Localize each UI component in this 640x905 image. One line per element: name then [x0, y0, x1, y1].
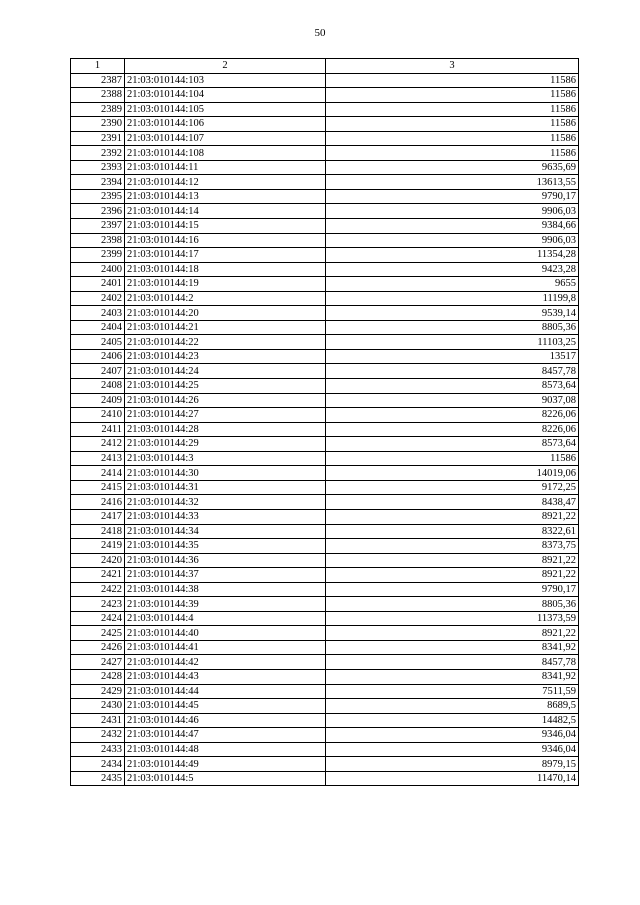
cadastral-number-cell: 21:03:010144:34	[125, 524, 326, 539]
row-number-cell: 2432	[71, 728, 125, 743]
table-row	[71, 757, 579, 772]
cadastral-number-cell: 21:03:010144:44	[125, 684, 326, 699]
row-number-cell: 2426	[71, 640, 125, 655]
table-row	[71, 219, 579, 234]
table-row	[71, 451, 579, 466]
table-row	[71, 160, 579, 175]
table-row	[71, 728, 579, 743]
cadastral-number-cell: 21:03:010144:45	[125, 699, 326, 714]
table-row	[71, 466, 579, 481]
row-number-cell: 2393	[71, 160, 125, 175]
cadastral-number-cell: 21:03:010144:105	[125, 102, 326, 117]
cadastral-number-cell: 21:03:010144:104	[125, 88, 326, 103]
value-cell: 8921,22	[326, 509, 579, 524]
row-number-cell: 2396	[71, 204, 125, 219]
table-row	[71, 320, 579, 335]
value-cell: 9172,25	[326, 480, 579, 495]
table-row	[71, 393, 579, 408]
value-cell: 8979,15	[326, 757, 579, 772]
cadastral-number-cell: 21:03:010144:42	[125, 655, 326, 670]
row-number-cell: 2409	[71, 393, 125, 408]
row-number-cell: 2388	[71, 88, 125, 103]
value-cell: 8921,22	[326, 626, 579, 641]
cadastral-number-cell: 21:03:010144:33	[125, 509, 326, 524]
cadastral-number-cell: 21:03:010144:49	[125, 757, 326, 772]
table-row	[71, 102, 579, 117]
cadastral-number-cell: 21:03:010144:38	[125, 582, 326, 597]
table-row	[71, 277, 579, 292]
row-number-cell: 2402	[71, 291, 125, 306]
row-number-cell: 2392	[71, 146, 125, 161]
table-row	[71, 422, 579, 437]
table-row	[71, 582, 579, 597]
row-number-cell: 2415	[71, 480, 125, 495]
row-number-cell: 2407	[71, 364, 125, 379]
table-row	[71, 597, 579, 612]
table-row	[71, 117, 579, 132]
cadastral-number-cell: 21:03:010144:5	[125, 771, 326, 786]
data-table	[70, 58, 579, 786]
cadastral-number-cell: 21:03:010144:14	[125, 204, 326, 219]
table-row	[71, 364, 579, 379]
cadastral-number-cell: 21:03:010144:43	[125, 669, 326, 684]
table-row	[71, 233, 579, 248]
cadastral-number-cell: 21:03:010144:37	[125, 568, 326, 583]
value-cell: 8341,92	[326, 640, 579, 655]
cadastral-number-cell: 21:03:010144:11	[125, 160, 326, 175]
value-cell: 8226,06	[326, 422, 579, 437]
row-number-cell: 2416	[71, 495, 125, 510]
cadastral-number-cell: 21:03:010144:21	[125, 320, 326, 335]
value-cell: 11586	[326, 117, 579, 132]
table-row	[71, 379, 579, 394]
row-number-cell: 2420	[71, 553, 125, 568]
row-number-cell: 2405	[71, 335, 125, 350]
table-row	[71, 262, 579, 277]
value-cell: 8373,75	[326, 539, 579, 554]
value-cell: 14019,06	[326, 466, 579, 481]
row-number-cell: 2389	[71, 102, 125, 117]
table-row	[71, 291, 579, 306]
row-number-cell: 2399	[71, 248, 125, 263]
value-cell: 13517	[326, 349, 579, 364]
value-cell: 11103,25	[326, 335, 579, 350]
value-cell: 11373,59	[326, 611, 579, 626]
row-number-cell: 2430	[71, 699, 125, 714]
cadastral-number-cell: 21:03:010144:27	[125, 408, 326, 423]
cadastral-number-cell: 21:03:010144:40	[125, 626, 326, 641]
row-number-cell: 2398	[71, 233, 125, 248]
value-cell: 9906,03	[326, 204, 579, 219]
table-row	[71, 73, 579, 88]
row-number-cell: 2427	[71, 655, 125, 670]
table-row	[71, 742, 579, 757]
table-row	[71, 131, 579, 146]
value-cell: 9037,08	[326, 393, 579, 408]
table-header-row	[71, 59, 579, 74]
table-row	[71, 626, 579, 641]
value-cell: 9790,17	[326, 189, 579, 204]
value-cell: 8438,47	[326, 495, 579, 510]
table-row	[71, 408, 579, 423]
row-number-cell: 2417	[71, 509, 125, 524]
table-row	[71, 568, 579, 583]
cadastral-number-cell: 21:03:010144:106	[125, 117, 326, 132]
value-cell: 11470,14	[326, 771, 579, 786]
cadastral-number-cell: 21:03:010144:29	[125, 437, 326, 452]
cadastral-number-cell: 21:03:010144:17	[125, 248, 326, 263]
cadastral-number-cell: 21:03:010144:15	[125, 219, 326, 234]
table-row	[71, 189, 579, 204]
value-cell: 8921,22	[326, 568, 579, 583]
value-cell: 8805,36	[326, 597, 579, 612]
value-cell: 9539,14	[326, 306, 579, 321]
table-row	[71, 640, 579, 655]
table-row	[71, 553, 579, 568]
column-header: 1	[71, 59, 125, 74]
table-row	[71, 480, 579, 495]
cadastral-number-cell: 21:03:010144:13	[125, 189, 326, 204]
value-cell: 8457,78	[326, 364, 579, 379]
row-number-cell: 2422	[71, 582, 125, 597]
column-header: 2	[125, 59, 326, 74]
value-cell: 7511,59	[326, 684, 579, 699]
row-number-cell: 2390	[71, 117, 125, 132]
value-cell: 9906,03	[326, 233, 579, 248]
value-cell: 8322,61	[326, 524, 579, 539]
value-cell: 8921,22	[326, 553, 579, 568]
cadastral-number-cell: 21:03:010144:47	[125, 728, 326, 743]
cadastral-number-cell: 21:03:010144:32	[125, 495, 326, 510]
cadastral-number-cell: 21:03:010144:28	[125, 422, 326, 437]
cadastral-number-cell: 21:03:010144:30	[125, 466, 326, 481]
table-row	[71, 669, 579, 684]
value-cell: 8226,06	[326, 408, 579, 423]
row-number-cell: 2391	[71, 131, 125, 146]
cadastral-number-cell: 21:03:010144:31	[125, 480, 326, 495]
value-cell: 9346,04	[326, 742, 579, 757]
row-number-cell: 2394	[71, 175, 125, 190]
row-number-cell: 2411	[71, 422, 125, 437]
row-number-cell: 2406	[71, 349, 125, 364]
cadastral-number-cell: 21:03:010144:46	[125, 713, 326, 728]
row-number-cell: 2387	[71, 73, 125, 88]
row-number-cell: 2414	[71, 466, 125, 481]
page-number: 50	[314, 27, 326, 39]
cadastral-number-cell: 21:03:010144:107	[125, 131, 326, 146]
row-number-cell: 2408	[71, 379, 125, 394]
cadastral-number-cell: 21:03:010144:108	[125, 146, 326, 161]
row-number-cell: 2410	[71, 408, 125, 423]
column-header: 3	[326, 59, 579, 74]
value-cell: 13613,55	[326, 175, 579, 190]
value-cell: 11586	[326, 146, 579, 161]
value-cell: 11199,8	[326, 291, 579, 306]
table-row	[71, 655, 579, 670]
value-cell: 14482,5	[326, 713, 579, 728]
value-cell: 8457,78	[326, 655, 579, 670]
cadastral-number-cell: 21:03:010144:19	[125, 277, 326, 292]
table-row	[71, 146, 579, 161]
cadastral-number-cell: 21:03:010144:35	[125, 539, 326, 554]
table-row	[71, 306, 579, 321]
value-cell: 8573,64	[326, 437, 579, 452]
row-number-cell: 2425	[71, 626, 125, 641]
row-number-cell: 2418	[71, 524, 125, 539]
value-cell: 9423,28	[326, 262, 579, 277]
table-row	[71, 509, 579, 524]
row-number-cell: 2423	[71, 597, 125, 612]
row-number-cell: 2434	[71, 757, 125, 772]
cadastral-number-cell: 21:03:010144:20	[125, 306, 326, 321]
table-row	[71, 335, 579, 350]
value-cell: 11586	[326, 102, 579, 117]
cadastral-number-cell: 21:03:010144:26	[125, 393, 326, 408]
row-number-cell: 2431	[71, 713, 125, 728]
row-number-cell: 2403	[71, 306, 125, 321]
table-row	[71, 175, 579, 190]
table-body	[71, 59, 579, 786]
table-row	[71, 611, 579, 626]
cadastral-number-cell: 21:03:010144:2	[125, 291, 326, 306]
cadastral-number-cell: 21:03:010144:3	[125, 451, 326, 466]
value-cell: 11586	[326, 88, 579, 103]
value-cell: 8341,92	[326, 669, 579, 684]
cadastral-number-cell: 21:03:010144:12	[125, 175, 326, 190]
value-cell: 11586	[326, 451, 579, 466]
row-number-cell: 2424	[71, 611, 125, 626]
row-number-cell: 2428	[71, 669, 125, 684]
cadastral-number-cell: 21:03:010144:4	[125, 611, 326, 626]
value-cell: 9790,17	[326, 582, 579, 597]
cadastral-number-cell: 21:03:010144:23	[125, 349, 326, 364]
table-row	[71, 713, 579, 728]
row-number-cell: 2429	[71, 684, 125, 699]
table-row	[71, 699, 579, 714]
table-row	[71, 204, 579, 219]
cadastral-number-cell: 21:03:010144:25	[125, 379, 326, 394]
value-cell: 11354,28	[326, 248, 579, 263]
value-cell: 8573,64	[326, 379, 579, 394]
row-number-cell: 2404	[71, 320, 125, 335]
value-cell: 9635,69	[326, 160, 579, 175]
cadastral-number-cell: 21:03:010144:36	[125, 553, 326, 568]
row-number-cell: 2435	[71, 771, 125, 786]
table-row	[71, 349, 579, 364]
value-cell: 8689,5	[326, 699, 579, 714]
value-cell: 11586	[326, 73, 579, 88]
row-number-cell: 2395	[71, 189, 125, 204]
row-number-cell: 2397	[71, 219, 125, 234]
cadastral-number-cell: 21:03:010144:18	[125, 262, 326, 277]
row-number-cell: 2413	[71, 451, 125, 466]
cadastral-number-cell: 21:03:010144:48	[125, 742, 326, 757]
row-number-cell: 2400	[71, 262, 125, 277]
value-cell: 9655	[326, 277, 579, 292]
table-row	[71, 539, 579, 554]
table-row	[71, 524, 579, 539]
cadastral-number-cell: 21:03:010144:24	[125, 364, 326, 379]
cadastral-number-cell: 21:03:010144:41	[125, 640, 326, 655]
cadastral-number-cell: 21:03:010144:103	[125, 73, 326, 88]
cadastral-number-cell: 21:03:010144:16	[125, 233, 326, 248]
row-number-cell: 2419	[71, 539, 125, 554]
row-number-cell: 2421	[71, 568, 125, 583]
value-cell: 9384,66	[326, 219, 579, 234]
cadastral-number-cell: 21:03:010144:39	[125, 597, 326, 612]
row-number-cell: 2412	[71, 437, 125, 452]
table-row	[71, 771, 579, 786]
row-number-cell: 2433	[71, 742, 125, 757]
value-cell: 8805,36	[326, 320, 579, 335]
row-number-cell: 2401	[71, 277, 125, 292]
cadastral-number-cell: 21:03:010144:22	[125, 335, 326, 350]
table-row	[71, 684, 579, 699]
table-row	[71, 248, 579, 263]
value-cell: 9346,04	[326, 728, 579, 743]
value-cell: 11586	[326, 131, 579, 146]
table-row	[71, 495, 579, 510]
table-row	[71, 88, 579, 103]
table-row	[71, 437, 579, 452]
